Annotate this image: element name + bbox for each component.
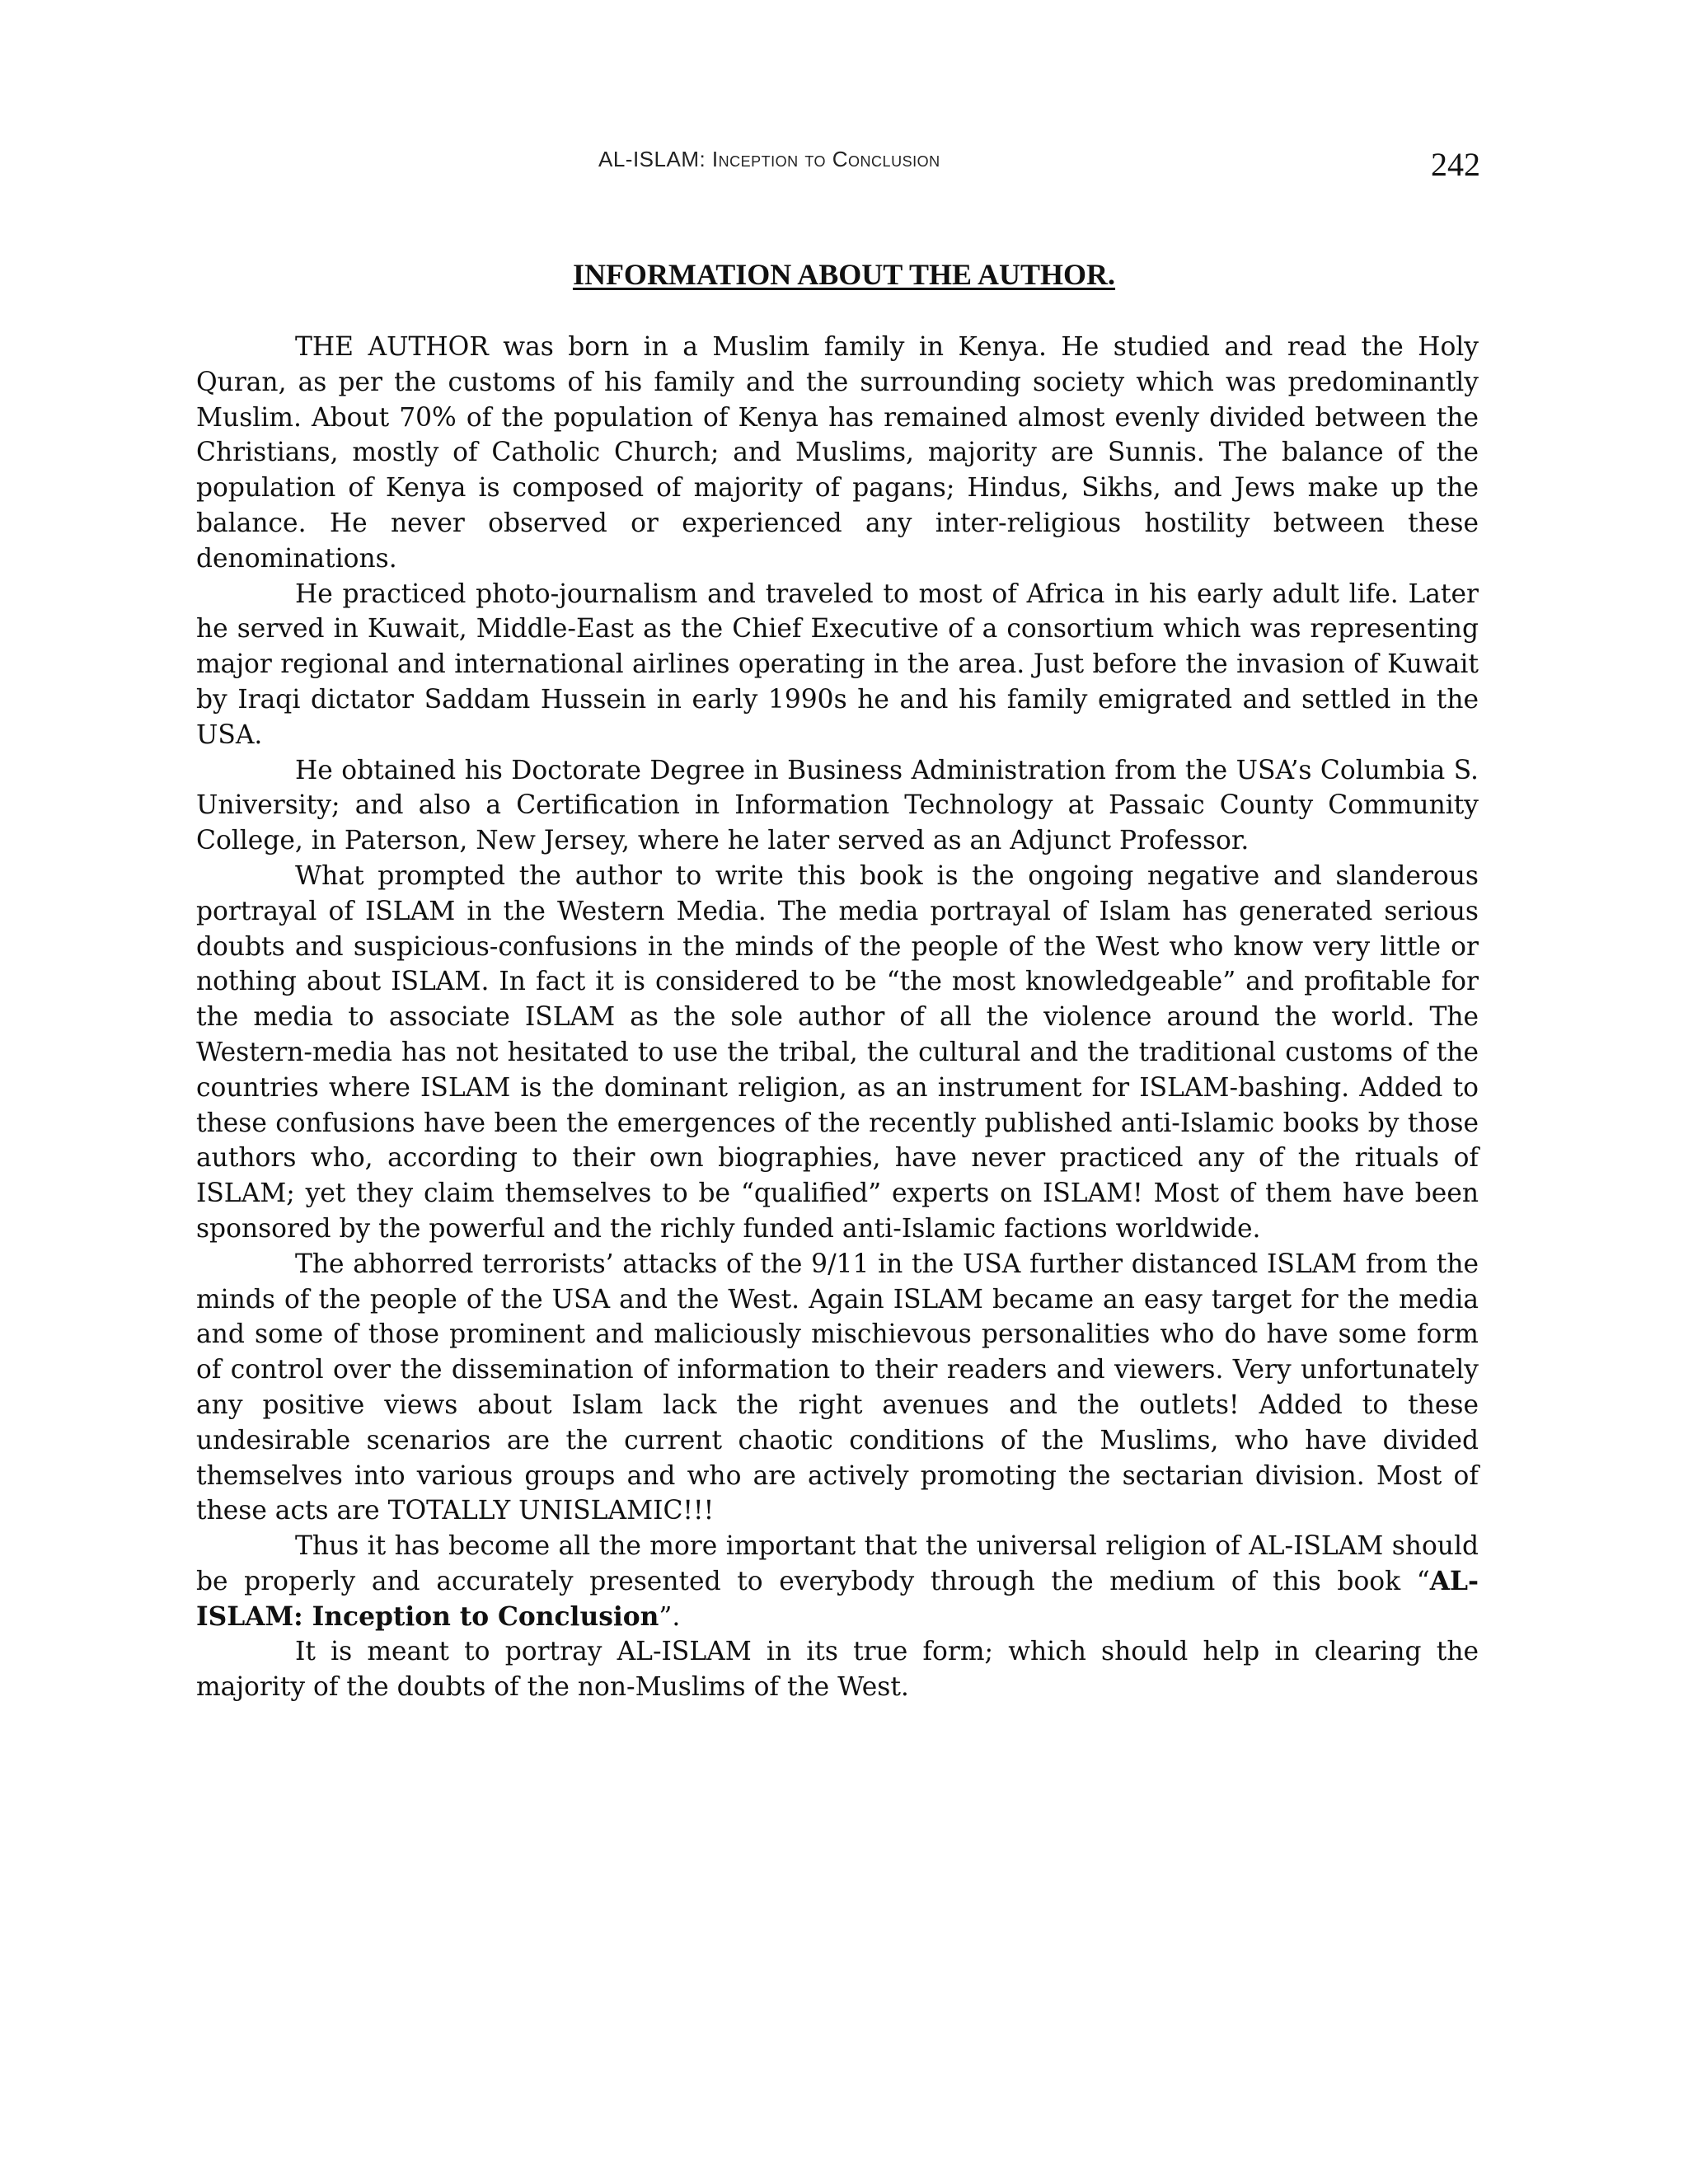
paragraph-7: It is meant to portray AL-ISLAM in its true form; which should help in clearing the majority of the doubts of the non-Muslims of the West.	[196, 1637, 1479, 1703]
paragraph-6-text-before: Thus it has become all the more important that the universal religion of AL-ISLAM should be properly and accurately presented to everybody through the medium of this book “	[196, 1531, 1479, 1596]
paragraph-6-text-after: ”.	[659, 1601, 681, 1632]
paragraph-4: What prompted the author to write this book is the ongoing negative and slanderous portrayal of ISLAM in the Western Media. The media portrayal of Islam has generated serious doubts and suspicious-confusions in the minds of the people of the West who know very little or nothing about ISLAM. In fact it is considered to be “the most knowledgeable” and profitable for the media to associate ISLAM as the sole author of all the violence around the world. The Western-media has not hesitated to use the tribal, the cultural and the traditional customs of the countries where ISLAM is the dominant religion, as an instrument for ISLAM-bashing. Added to these confusions have been the emergences of the recently published anti-Islamic books by those authors who, according to their own biographies, have never practiced any of the rituals of ISLAM; yet they claim themselves to be “qualified” experts on ISLAM! Most of them have been sponsored by the powerful and the richly funded anti-Islamic factions worldwide.	[196, 860, 1479, 1244]
paragraph-5: The abhorred terrorists’ attacks of the 9/11 in the USA further distanced ISLAM from the minds of the people of the USA and the West. Again ISLAM became an easy target for the media and some of those prominent and maliciously mischievous personalities who do have some form of control over the dissemination of information to their readers and viewers. Very unfortunately any positive views about Islam lack the right avenues and the outlets! Added to these undesirable scenarios are the current chaotic conditions of the Muslims, who have divided themselves into various groups and who are actively promoting the sectarian division. Most of these acts are TOTALLY UNISLAMIC!!!	[196, 1249, 1479, 1526]
paragraph-2: He practiced photo-journalism and traveled to most of Africa in his early adult life. Later he served in Kuwait, Middle-East as the Chief Executive of a consortium which was representing major regional and international airlines operating in the area. Just before the invasion of Kuwait by Iraqi dictator Saddam Hussein in early 1990s he and his family emigrated and settled in the USA.	[196, 579, 1479, 750]
paragraph-1: THE AUTHOR was born in a Muslim family in Kenya. He studied and read the Holy Quran, as per the customs of his family and the surrounding society which was predominantly Muslim. About 70% of the population of Kenya has remained almost evenly divided between the Christians, mostly of Catholic Church; and Muslims, majority are Sunnis. The balance of the population of Kenya is composed of majority of pagans; Hindus, Sikhs, and Jews make up the balance. He never observed or experienced any inter-religious hostility between these denominations.	[196, 332, 1479, 574]
page-number: 242	[1431, 146, 1480, 183]
body-text	[196, 330, 1479, 1705]
paragraph-6	[196, 1529, 1479, 1634]
section-title: INFORMATION ABOUT THE AUTHOR.	[572, 258, 1116, 291]
running-header-title: AL-ISLAM: Inception to Conclusion	[598, 147, 940, 171]
book-title-emphasis: AL-ISLAM: Inception to Conclusion	[196, 1566, 1479, 1632]
paragraph-3: He obtained his Doctorate Degree in Business Administration from the USA’s Columbia S. University; and also a Certification in Information Technology at Passaic County Community College, in Paterson, New Jersey, where he later served as an Adjunct Professor.	[196, 755, 1479, 856]
